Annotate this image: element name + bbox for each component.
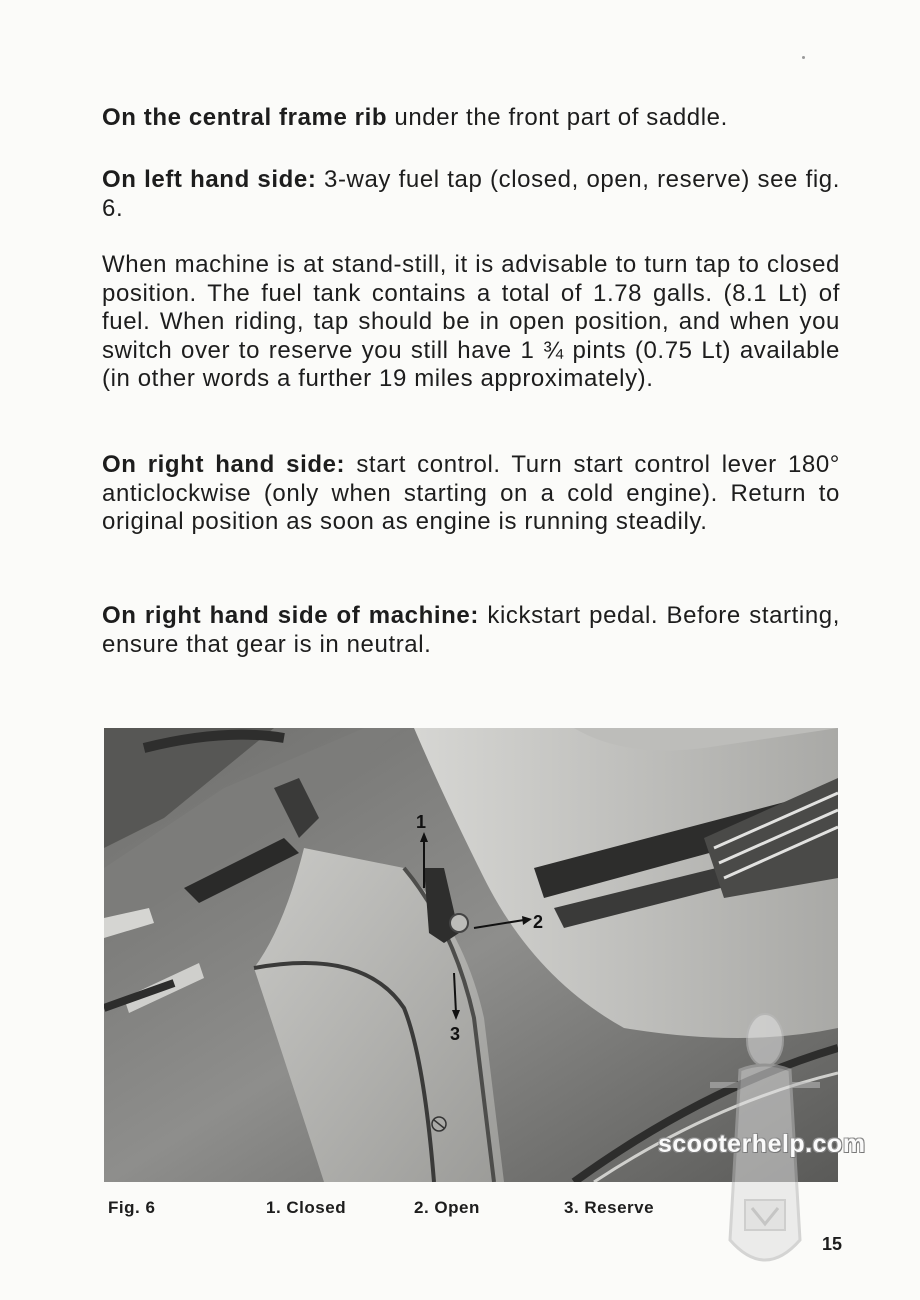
caption-item-reserve: 3. Reserve [564, 1198, 655, 1217]
figure-label: Fig. 6 [108, 1198, 156, 1217]
heading-central-frame-rib: On the central frame rib [102, 104, 388, 131]
text-fuel-tank-info: When machine is at stand-still, it is advisable to turn tap to closed position. The fuel tank contains a total of 1.78 galls. (8.1 Lt) of fuel. When riding, tap should be in open position, and when you switch over to reserve you still have 1 ¾ pints (0.75 Lt) available (in other words a further 19 miles approximately). [102, 251, 840, 392]
text-right-hand-side: start control. Turn start control lever 180° anticlockwise (only when starting on a cold engine). Return to original position as soon as engine is running steadily. [102, 451, 840, 535]
paragraph-left-hand-side [102, 166, 840, 223]
heading-right-hand-side-machine: On right hand side of machine: [102, 602, 479, 629]
callout-2-label: 2 [533, 912, 544, 932]
callout-3-label: 3 [450, 1024, 461, 1044]
heading-left-hand-side: On left hand side: [102, 166, 317, 193]
paragraph-right-hand-side [102, 451, 840, 537]
caption-item-closed: 1. Closed [266, 1198, 347, 1217]
print-speck [802, 56, 805, 59]
paragraph-right-hand-side-machine [102, 602, 840, 659]
paragraph-central-frame-rib [102, 104, 840, 133]
callout-1-label: 1 [416, 812, 427, 832]
page-number: 15 [822, 1234, 843, 1254]
paragraph-fuel-tank-info [102, 251, 840, 394]
text-right-hand-side-machine: kickstart pedal. Before starting, ensure that gear is in neutral. [102, 602, 840, 658]
watermark-site-name: scooterhelp.com [658, 1130, 866, 1158]
text-central-frame-rib: under the front part of saddle. [387, 104, 728, 131]
caption-item-open: 2. Open [414, 1198, 480, 1217]
heading-right-hand-side: On right hand side: [102, 451, 346, 478]
text-left-hand-side: 3-way fuel tap (closed, open, reserve) see fig. 6. [102, 166, 840, 222]
